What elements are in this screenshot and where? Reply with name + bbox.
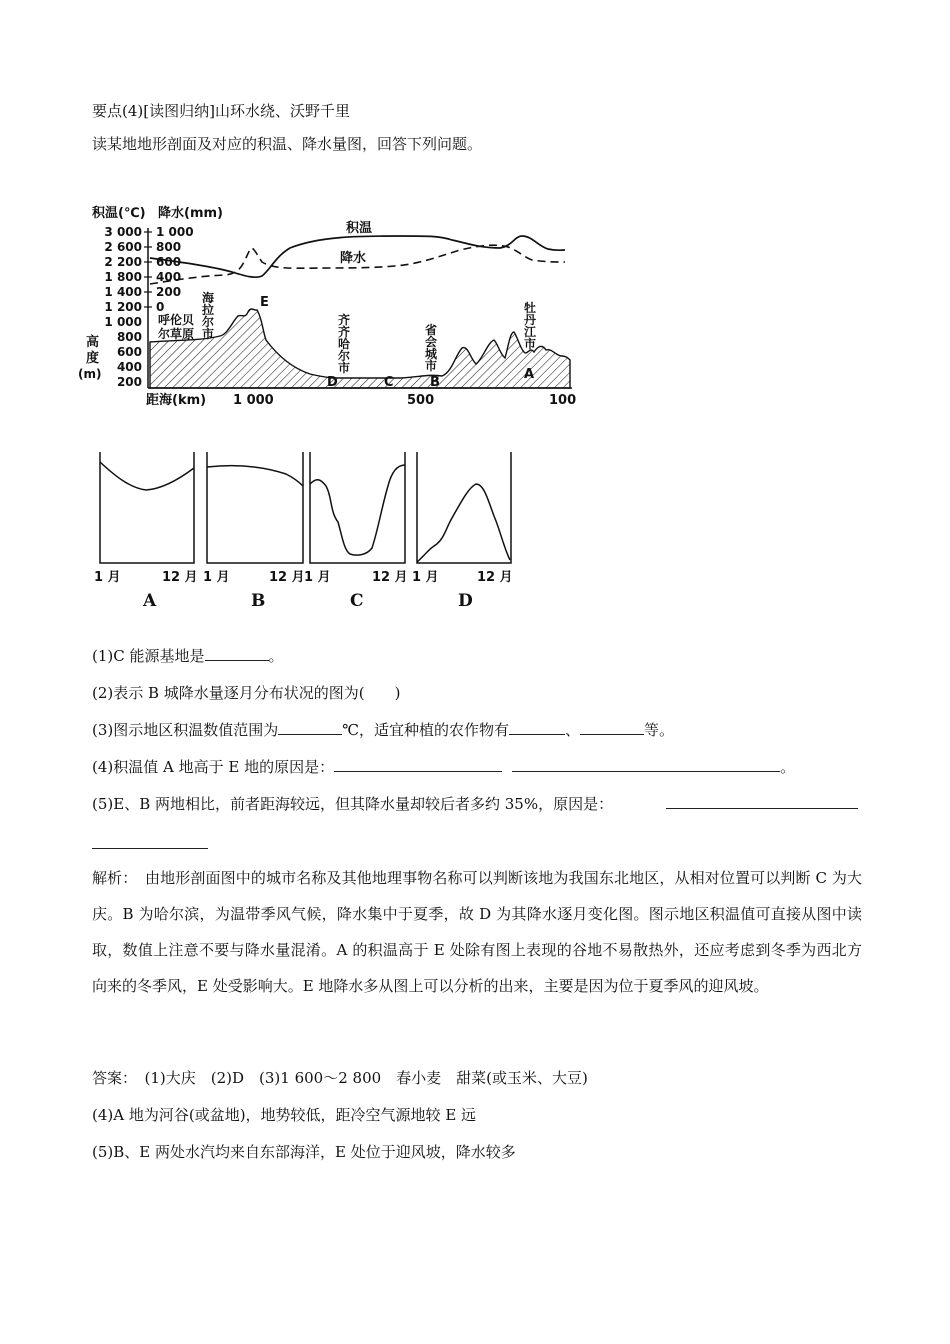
right-tick: 600 [156,255,182,269]
place-char: 拉 [202,303,215,317]
right-tick: 400 [156,270,182,284]
chart-curve [207,466,303,486]
point-d: D [327,375,338,390]
chart-frame [207,452,303,563]
chart-letter: D [458,591,473,611]
chart-curve [100,462,194,490]
x-axis-title: 距海(km) [146,393,207,408]
place-hulunbuir: 尔草原 [158,327,195,341]
question-5 [92,794,613,814]
left-ticks [104,225,142,389]
place-char: 哈 [338,337,351,351]
y-right-title: 降水(mm) [158,206,223,221]
answer-line-4: (4)A 地为河谷(或盆地)，地势较低，距冷空气源地较 E 远 [92,1106,477,1124]
right-tick: 0 [156,300,165,314]
place-char: 江 [524,325,537,339]
x-tick: 100 [549,393,577,408]
right-ticks [156,225,194,314]
chart-letter: C [350,591,364,611]
chart-frame [417,452,511,563]
chart-end-label: 12 月 [162,570,198,585]
place-char: 市 [425,359,438,373]
left-tick: 1 400 [104,285,142,299]
question-3-blank-range[interactable] [278,720,342,735]
place-char: 齐 [338,325,351,339]
chart-letter: B [251,591,266,611]
section-heading: 要点(4)[读图归纳]山环水绕、沃野千里 [92,102,350,120]
precipitation-curve-label: 降水 [340,251,367,266]
place-char: 省 [425,323,438,337]
chart-curve [310,465,405,555]
left-tick: 3 000 [104,225,142,239]
monthly-chart-b [203,452,305,611]
question-3-text-2: ℃，适宜种植的农作物有 [342,721,510,739]
right-tick: 1 000 [156,225,194,239]
point-b: B [430,375,440,390]
chart-end-label: 12 月 [477,570,513,585]
chart-letter: A [143,591,157,611]
question-2: (2)表示 B 城降水量逐月分布状况的图为( ) [92,684,401,702]
intro-text: 读某地地形剖面及对应的积温、降水量图，回答下列问题。 [92,135,483,153]
question-4 [92,757,795,777]
question-3-blank-crop-2[interactable] [580,720,644,735]
question-4-end: 。 [780,758,796,776]
monthly-chart-c [304,452,408,611]
place-char: 尔 [338,349,351,363]
left-tick: 800 [116,330,142,344]
left-tick: 1 000 [104,315,142,329]
right-tick: 200 [156,285,182,299]
question-4-blank-1[interactable] [334,757,502,772]
question-4-blank-2[interactable] [512,757,780,772]
left-tick: 400 [116,360,142,374]
monthly-chart-d [412,452,513,611]
left-tick: 2 200 [104,255,142,269]
question-5-text: (5)E、B 两地相比，前者距海较远，但其降水量却较后者多约 35%，原因是： [92,795,614,813]
y-left-title: 积温(℃) [92,206,146,221]
question-3-text: (3)图示地区积温数值范围为 [92,721,279,739]
place-mudanjiang [524,300,537,351]
chart-frame [100,452,194,563]
chart-frame [310,452,405,563]
point-a: A [524,367,535,382]
place-char: 尔 [202,315,215,329]
question-1 [92,646,284,666]
chart-start-label: 1 月 [412,570,439,585]
question-5-blank-2[interactable] [92,834,208,849]
temperature-curve-label: 积温 [346,221,373,236]
question-1-blank[interactable] [205,646,269,661]
place-char: 海 [202,291,215,305]
height-unit: (m) [78,367,102,381]
place-qiqihar [338,312,350,375]
question-3-sep: 、 [565,721,581,739]
question-1-text: (1)C 能源基地是 [92,647,205,665]
question-3 [92,720,674,740]
place-char: 市 [338,361,351,375]
height-label: 高 [86,335,100,350]
chart-curve [417,484,510,562]
answer-line-5: (5)B、E 两处水汽均来自东部海洋，E 处位于迎风坡，降水较多 [92,1143,516,1161]
place-char: 牡 [524,301,537,315]
point-e: E [260,295,269,310]
monthly-chart-a [94,452,198,611]
left-tick: 200 [116,375,142,389]
chart-start-label: 1 月 [94,570,121,585]
left-tick: 2 600 [104,240,142,254]
question-1-end: 。 [268,647,284,665]
chart-start-label: 1 月 [304,570,331,585]
chart-end-label: 12 月 [372,570,408,585]
left-tick: 1 200 [104,300,142,314]
place-char: 齐 [338,313,351,327]
height-label: 度 [86,351,100,366]
x-tick: 1 000 [233,393,274,408]
chart-start-label: 1 月 [203,570,230,585]
point-c: C [384,375,394,390]
place-char: 会 [425,335,438,349]
analysis-paragraph: 解析： 由地形剖面图中的城市名称及其他地理事物名称可以判断该地为我国东北地区，从相对位置可以判断 C 为大庆。B 为哈尔滨，为温带季风气候，降水集中于夏季，故 D 为其降水逐月变化图。图示地区积温值可直接从图中读取，数值上注意不要与降水量混淆。A 的积温高于 E 处除有图上表现的谷地不易散热外，还应考虑到冬季为西北方向来的冬季风，E 处受影响大。E 地降水多从图上可以分析的出来，主要是因为位于夏季风的迎风坡。 [92,869,862,995]
place-hulunbuir: 呼伦贝 [158,313,195,327]
question-3-blank-crop-1[interactable] [509,720,565,735]
place-char: 丹 [524,313,537,327]
right-tick: 800 [156,240,182,254]
chart-end-label: 12 月 [269,570,305,585]
place-hailar [202,290,215,341]
question-4-text: (4)积温值 A 地高于 E 地的原因是： [92,758,335,776]
place-provincial-capital [425,322,438,373]
left-tick: 600 [116,345,142,359]
place-char: 城 [425,347,438,361]
left-tick: 1 800 [104,270,142,284]
answer-line-1: 答案： (1)大庆 (2)D (3)1 600～2 800 春小麦 甜菜(或玉米、大豆) [92,1069,588,1087]
x-tick: 500 [407,393,435,408]
place-char: 市 [202,327,215,341]
place-char: 市 [524,337,537,351]
question-3-end: 等。 [644,721,675,739]
question-5-blank-1[interactable] [666,794,858,809]
